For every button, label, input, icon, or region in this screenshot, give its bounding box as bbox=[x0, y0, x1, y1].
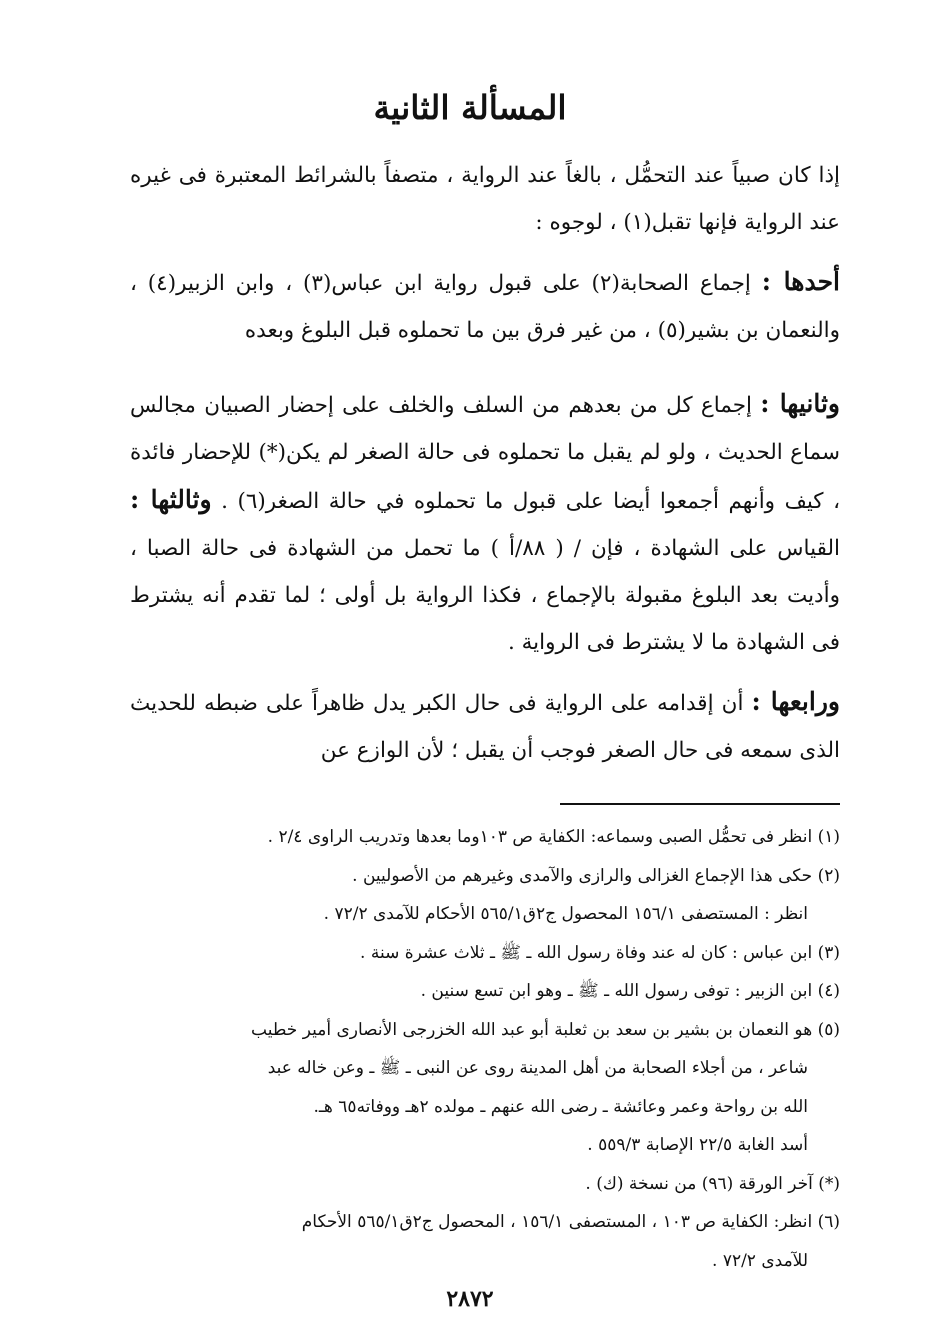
reason-two-text: إجماع كل من بعدهم من السلف والخلف على إحضار الصبيان مجالس سماع الحديث ، ولو لم يقبل ما تحملوه فى حالة الصغر لم يكن(*) للإحضار فائدة ، كيف وأنهم أجمعوا أيضا على قبول ما تحملوه في حالة الصغر(٦) . bbox=[130, 393, 841, 514]
main-text bbox=[130, 152, 840, 786]
reason-one-text: إجماع الصحابة(٢) على قبول رواية ابن عباس(٣) ، وابن الزبير(٤) ، والنعمان بن بشير(٥) ، من غير فرق بين ما تحملوه قبل البلوغ وبعده bbox=[130, 271, 840, 343]
reason-four-paragraph bbox=[130, 678, 840, 774]
footnote-6-line-2: للآمدى ٧٢/٢ . bbox=[712, 1250, 808, 1271]
footnote-5-line-2: شاعر ، من أجلاء الصحابة من أهل المدينة روى عن النبى ـ ﷺ ـ وعن خاله عبد bbox=[267, 1058, 808, 1078]
page-title: المسألة الثانية bbox=[373, 88, 567, 127]
reason-two-three-paragraph bbox=[130, 380, 840, 666]
footnote-4: (٤) ابن الزبير : توفى رسول الله ـ ﷺ ـ وهو ابن تسع سنين . bbox=[420, 981, 840, 1001]
reason-one-paragraph bbox=[130, 258, 840, 354]
reason-one-lead: أحدها : bbox=[761, 267, 840, 296]
footnote-2-source: انظر : المستصفى ١٥٦/١ المحصول ج٢ق٥٦٥/١ الأحكام للآمدى ٧٢/٢ . bbox=[323, 904, 808, 924]
intro-paragraph: إذا كان صبياً عند التحمُّل ، بالغاً عند الرواية ، متصفاً بالشرائط المعتبرة فى غيره عند الرواية فإنها تقبل(١) ، لوجوه : bbox=[130, 163, 840, 235]
footnote-separator bbox=[560, 803, 840, 805]
footnote-6-line-1: (٦) انظر: الكفاية ص ١٠٣ ، المستصفى ١٥٦/١ ، المحصول ج٢ق٥٦٥/١ الأحكام bbox=[301, 1212, 840, 1232]
page-number: ٢٨٧٢ bbox=[446, 1286, 494, 1312]
footnote-1: (١) انظر فى تحمُّل الصبى وسماعه: الكفاية ص ١٠٣وما بعدها وتدريب الراوى ٢/٤ . bbox=[267, 827, 840, 847]
footnote-5-line-3: الله بن رواحة وعمر وعائشة ـ رضى الله عنهم ـ مولده ٢هـ ووفاته٦٥ هـ. bbox=[313, 1096, 808, 1117]
reason-three-lead: وثالثها : bbox=[130, 485, 212, 514]
footnote-5-source: أسد الغابة ٢٢/٥ الإصابة ٥٥٩/٣ . bbox=[587, 1135, 808, 1155]
reason-four-lead: ورابعها : bbox=[751, 687, 840, 716]
footnote-3: (٣) ابن عباس : كان له عند وفاة رسول الله ـ ﷺ ـ ثلاث عشرة سنة . bbox=[360, 942, 840, 963]
footnote-2: (٢) حكى هذا الإجماع الغزالى والرازى والآمدى وغيرهم من الأصوليين . bbox=[352, 865, 840, 886]
reason-four-text: أن إقدامه على الرواية فى حال الكبر يدل ظاهراً على ضبطه للحديث الذى سمعه فى حال الصغر فوجب أن يقبل ؛ لأن الوازع عن bbox=[130, 691, 840, 763]
reason-three-text: القياس على الشهادة ، فإن / ( ٨٨/أ ) ما تحمل من الشهادة فى حالة الصبا ، وأديت بعد البلوغ مقبولة بالإجماع ، فكذا الرواية بل أولى ؛ لما تقدم أنه يشترط فى الشهادة ما لا يشترط فى الرواية . bbox=[130, 536, 840, 655]
footnote-star: (*) آخر الورقة (٩٦) من نسخة (ك) . bbox=[585, 1173, 840, 1194]
footnote-5-line-1: (٥) هو النعمان بن بشير بن سعد بن ثعلبة أبو عبد الله الخزرجى الأنصارى أمير خطيب bbox=[251, 1019, 840, 1040]
footnotes bbox=[130, 818, 840, 1280]
reason-two-lead: وثانيها : bbox=[760, 389, 840, 418]
